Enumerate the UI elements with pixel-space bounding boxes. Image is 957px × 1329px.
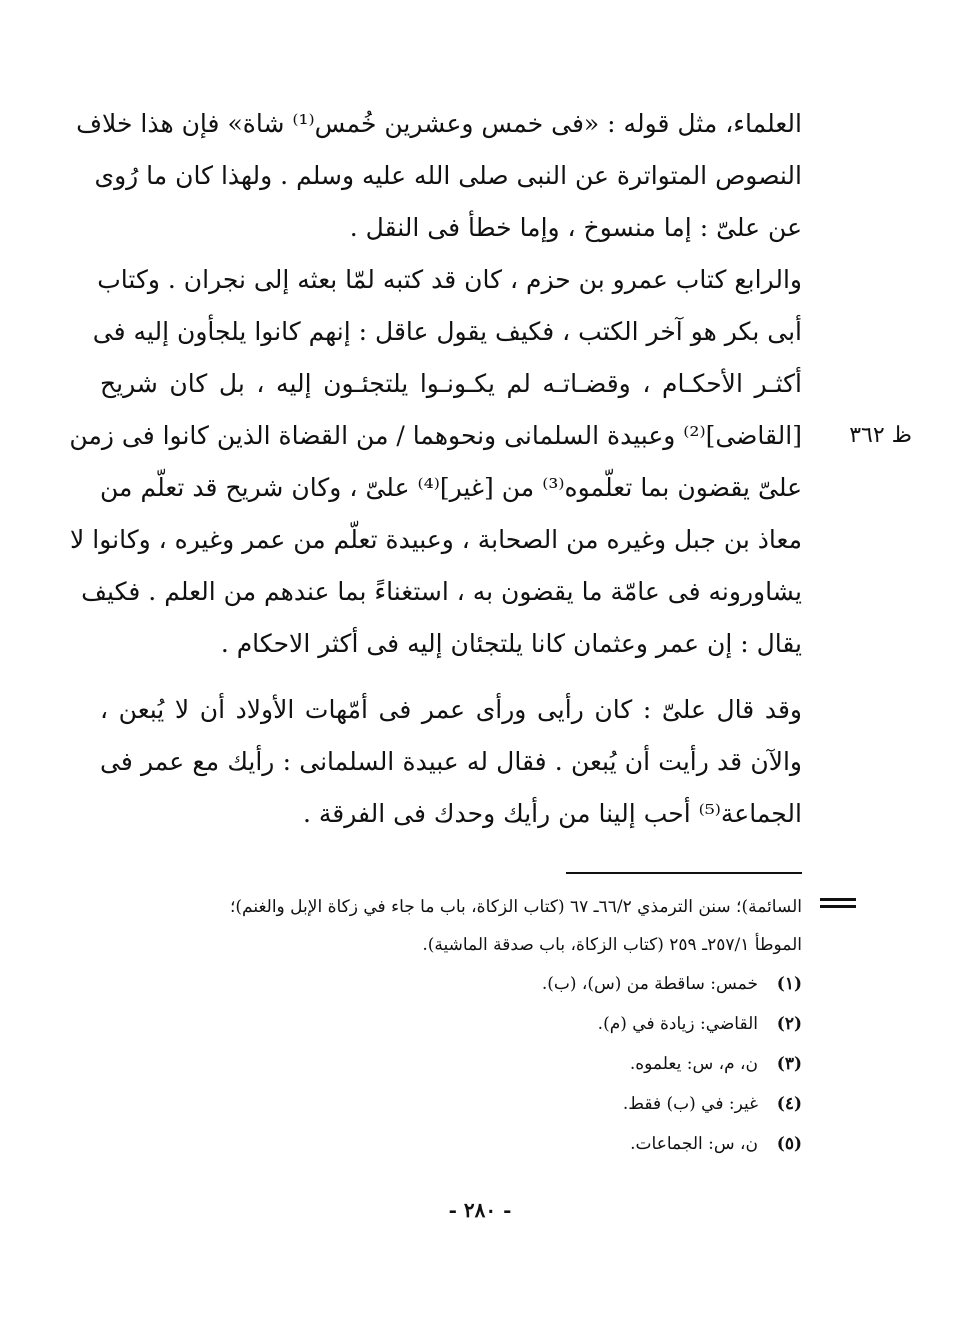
text-line: أبى بكر هو آخر الكتب ، فكيف يقول عاقل : إنهم كانوا يلجأون إليه فى xyxy=(92,317,802,346)
footnote-text: القاضي: زيادة في (م). xyxy=(597,1014,758,1034)
text-line: العلماء، مثل قوله : «فى خمس وعشرين خُمس⁽¹⁾ شاة» فإن هذا خلاف xyxy=(76,109,802,138)
footnote-item xyxy=(100,1084,802,1124)
footnote-item xyxy=(100,964,802,1004)
footnote-number: (١) xyxy=(776,974,802,994)
page-number: - ٢٨٠ - xyxy=(448,1198,512,1222)
mark-stroke xyxy=(820,905,856,908)
manuscript-folio-note: ظ ٣٦٢ xyxy=(849,423,912,448)
footnote-item xyxy=(100,1004,802,1044)
footnote-continuation-line: السائمة)؛ سنن الترمذي ٦٦/٢ـ ٦٧ (كتاب الزكاة، باب ما جاء في زكاة الإبل والغنم)؛ xyxy=(229,897,802,917)
text-line: والآن قد رأيت أن يُبعن . فقال له عبيدة السلمانى : رأيك مع عمر فى xyxy=(100,747,802,776)
paragraph-gap xyxy=(100,670,802,684)
text-line: [القاضى]⁽²⁾ وعبيدة السلمانى ونحوهما / من القضاة الذين كانوا فى زمن xyxy=(69,421,802,450)
text-line: وقد قال علىّ : كان رأيى ورأى عمر فى أمّهات الأولاد أن لا يُبعن ، xyxy=(100,695,802,724)
footnotes xyxy=(100,888,802,1164)
footnote-item xyxy=(100,1124,802,1164)
mark-stroke xyxy=(820,898,856,901)
text-line: يقال : إن عمر وعثمان كانا يلتجئان إليه فى أكثر الاحكام . xyxy=(220,629,802,658)
text-line: الجماعة⁽⁵⁾ أحب إلينا من رأيك وحدك فى الفرقة . xyxy=(302,799,802,828)
footnote-text: ن، م، س: يعلموه. xyxy=(629,1054,758,1074)
footnote-continuation-line: الموطأ ٢٥٧/١ـ ٢٥٩ (كتاب الزكاة، باب صدقة الماشية). xyxy=(422,935,802,955)
text-line: علىّ يقضون بما تعلّموه⁽³⁾ من [غير]⁽⁴⁾ علىّ ، وكان شريح قد تعلّم من xyxy=(100,473,803,502)
text-line: يشاورونه فى عامّة ما يقضون به ، استغناءً بما عندهم من العلم . فكيف xyxy=(81,577,802,606)
footnote-text: خمس: ساقطة من (س)، (ب). xyxy=(541,974,758,994)
footnote-number: (٣) xyxy=(776,1054,802,1074)
footnote-continuation-mark xyxy=(820,898,856,908)
footnote-text: ن، س: الجماعات. xyxy=(630,1134,758,1154)
main-text xyxy=(69,98,803,840)
footnote-number: (٥) xyxy=(776,1134,802,1154)
text-line: أكثـر الأحكـام ، وقضـاتـه لم يكـونـوا يلتجئـون إليه ، بل كان شريح xyxy=(100,369,802,398)
text-line: النصوص المتواترة عن النبى صلى الله عليه وسلم . ولهذا كان ما رُوى xyxy=(94,161,802,190)
text-line: والرابع كتاب عمرو بن حزم ، كان قد كتبه لمّا بعثه إلى نجران . وكتاب xyxy=(97,265,802,294)
text-line: عن علىّ : إما منسوخ ، وإما خطأ فى النقل . xyxy=(349,213,802,242)
footnote-text: غير: في (ب) فقط. xyxy=(622,1094,758,1114)
footnote-separator xyxy=(566,872,802,874)
footnote-number: (٤) xyxy=(776,1094,802,1114)
text-line: معاذ بن جبل وغيره من الصحابة ، وعبيدة تعلّم من عمر وغيره ، وكانوا لا xyxy=(70,525,802,554)
footnote-item xyxy=(100,1044,802,1084)
footnote-number: (٢) xyxy=(776,1014,802,1034)
